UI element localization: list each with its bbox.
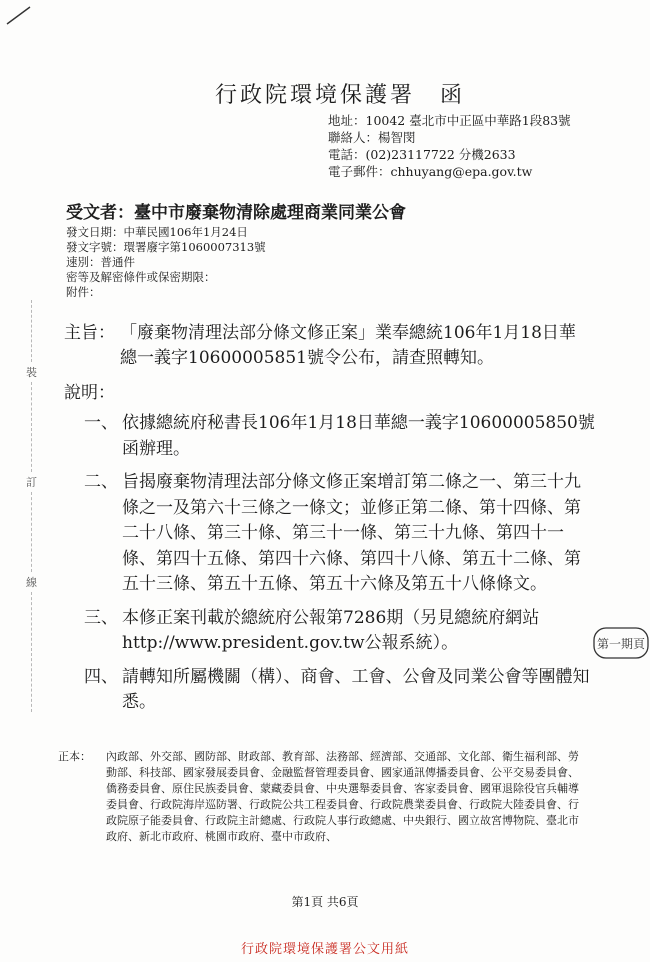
item-number: 四、 — [84, 666, 118, 687]
binding-mark-xian: 線 — [26, 576, 37, 589]
stamp-mark — [592, 626, 650, 660]
description-label: 說明： — [64, 383, 115, 403]
receiver: 受文者：臺中市廢棄物清除處理商業同業公會 — [66, 203, 406, 223]
stamp-text: 第一期頁 — [596, 637, 646, 651]
sender-email: 電子郵件：chhuyang@epa.gov.tw — [328, 164, 533, 179]
binding-line — [31, 592, 32, 712]
sender-phone: 電話：(02)23117722 分機2633 — [328, 147, 516, 162]
description-item — [84, 470, 596, 598]
sender-info — [328, 112, 571, 180]
item-text: 旨揭廢棄物清理法部分條文修正案增訂第二條之一、第三十九條之一及第六十三條之一條文；並修正第二條、第十四條、第二十八條、第三十條、第三十一條、第三十九條、第四十一條、第四十五條、第四十六條、第四十八條、第五十二條、第五十三條、第五十五條、第五十六條及第五十八條條文。 — [122, 472, 581, 594]
binding-line — [31, 300, 32, 362]
binding-line — [31, 492, 32, 572]
description-items — [84, 411, 596, 724]
footer-title: 行政院環境保護署公文用紙 — [240, 942, 409, 957]
page-number: 第1頁 共6頁 — [291, 895, 359, 909]
description-item — [84, 606, 596, 657]
item-number: 三、 — [84, 607, 118, 628]
item-text: 依據總統府秘書長106年1月18日華總一義字10600005850號函辦理。 — [122, 413, 595, 459]
sender-contact: 聯絡人：楊智閔 — [328, 130, 416, 145]
meta-attachment: 附件： — [66, 285, 101, 299]
binding-line — [31, 382, 32, 472]
binding-mark-zhuang: 裝 — [26, 366, 37, 379]
item-text: 本修正案刊載於總統府公報第7286期（另見總統府網站http://www.president.gov.tw公報系統）。 — [122, 607, 540, 653]
meta-security: 密等及解密條件或保密期限： — [66, 270, 216, 284]
document-title: 行政院環境保護署 函 — [214, 83, 465, 108]
description-item — [84, 665, 596, 716]
meta-block — [66, 225, 266, 300]
meta-date: 發文日期：中華民國106年1月24日 — [66, 225, 248, 239]
cc-label: 正本： — [58, 750, 91, 763]
item-number: 一、 — [84, 413, 118, 433]
binding-mark-ding: 訂 — [26, 476, 37, 489]
corner-pen-mark — [4, 4, 34, 26]
subject-text: 「廢棄物清理法部分條文修正案」業奉總統106年1月18日華總一義字10600005851號令公布，請查照轉知。 — [120, 323, 576, 368]
item-text: 請轉知所屬機關（構）、商會、工會、公會及同業公會等團體知悉。 — [122, 666, 590, 712]
meta-speed: 速別：普通件 — [66, 255, 135, 269]
meta-number: 發文字號：環署廢字第1060007313號 — [66, 240, 266, 254]
sender-address: 地址：10042 臺北市中正區中華路1段83號 — [328, 113, 571, 128]
cc-text: 內政部、外交部、國防部、財政部、教育部、法務部、經濟部、交通部、文化部、衛生福利部、勞動部、科技部、國家發展委員會、金融監督管理委員會、國家通訊傳播委員會、公平交易委員會、僑務委員會、原住民族委員會、蒙藏委員會、中央選舉委員會、客家委員會、國軍退除役官兵輔導委員會、行政院海岸巡防署、行政院公共工程委員會、行政院農業委員會、行政院大陸委員會、行政院原子能委員會、行政院主計總處、行政院人事行政總處、中央銀行、國立故宮博物院、臺北市政府、新北市政府、桃園市政府、臺中市政府、 — [106, 750, 579, 843]
item-number: 二、 — [84, 472, 118, 492]
description-item — [84, 411, 596, 462]
subject-label: 主旨： — [64, 323, 115, 343]
